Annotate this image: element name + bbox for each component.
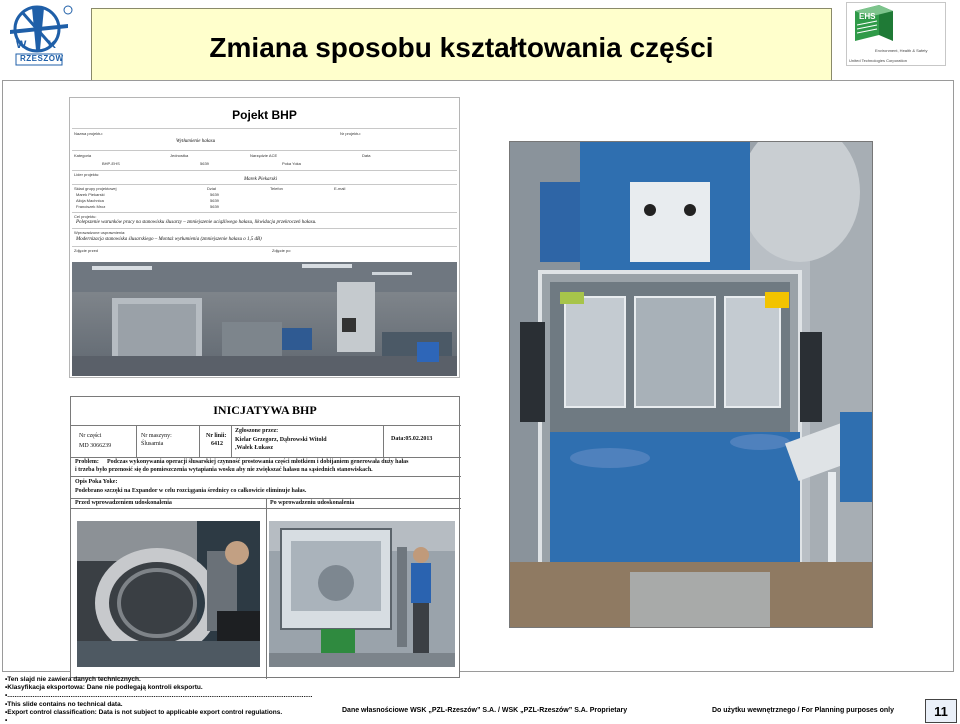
pokayoke-text: Podebrano szczęki na Expandor w celu rozciągania średnicy co całkowicie eliminuje hałas. [75, 488, 307, 494]
logo-right-line1: Environment, Health & Safety [875, 48, 928, 53]
doc1-label: Zdjęcie po [272, 248, 291, 253]
doc1-label: Telefon [270, 186, 283, 191]
workshop-photo [72, 262, 457, 376]
before-label: Przed wprowadzeniem udoskonalenia [75, 500, 172, 506]
reported-by-label: Zgłoszone przez: [235, 428, 279, 434]
doc1-row-name [72, 128, 457, 150]
team-member: Franciszek Mroz [76, 204, 106, 209]
doc1-label: Jednostka [170, 153, 189, 158]
doc1-label: Zdjęcie przed [74, 248, 99, 253]
doc1-label: Data [362, 153, 371, 158]
reported-by-value: ,Wałek Łukasz [235, 445, 274, 451]
doc1-label: Nazwa projektu: [74, 131, 103, 136]
footer-internal: Do użytku wewnętrznego / For Planning purposes only [712, 707, 895, 714]
doc1-label: Skład grupy projektowej [74, 186, 117, 191]
svg-text:EHS: EHS [859, 12, 876, 21]
doc1-label: E-mail [334, 186, 346, 191]
footer-note: •This slide contains no technical data. [5, 700, 123, 708]
wsk-logo [2, 2, 76, 66]
footer-note: • [5, 717, 8, 724]
logo-left-text: RZESZÓW [20, 54, 64, 63]
title-box [91, 8, 832, 88]
inicjatywa-bhp-document [70, 396, 460, 678]
doc1-row-team [72, 184, 457, 212]
team-dept: 5639 [210, 204, 219, 209]
problem-label: Problem: [75, 459, 99, 465]
ehs-logo [846, 2, 946, 66]
doc1-row-category [72, 150, 457, 170]
before-photo [77, 521, 260, 667]
press-machine-photo [509, 141, 873, 628]
doc1-value: Polepszenie warunków pracy na stanowisku ślusarzy – zmniejszenie uciążliwego hałasu, likwidacja przekroczeń hałasu. [76, 220, 317, 225]
doc1-label: Nr projektu: [340, 131, 361, 136]
doc1-value: Marek Piekarski [244, 177, 277, 182]
project-bhp-document [69, 97, 460, 378]
footer-note: •......................................................................................................................................................................... [5, 692, 313, 700]
doc1-label: Narzędzie ACE [250, 153, 278, 158]
doc1-value: Modernizacja stanowiska ślusarskiego – Montaż wytłumienia (zmniejszenie hałasu o 1,5 dB) [76, 237, 262, 242]
line-number-label: Nr linii: [206, 433, 227, 439]
footer-note: •Export control classification: Data is not subject to applicable export control regulations. [5, 708, 283, 716]
problem-text: i trzeba było przenosić się do pomieszczenia wytapiania wosku aby nie zwiększać hałasu na sąsiednich stanowiskach. [75, 467, 373, 473]
team-dept: 5639 [210, 192, 219, 197]
doc1-label: Wprowadzone usprawnienia: [74, 230, 126, 235]
doc1-row-photos [72, 246, 457, 260]
footer-notes [5, 676, 335, 724]
team-member: Marek Piekarski [76, 192, 105, 197]
part-number-value: MD 3066239 [79, 443, 112, 449]
reported-by-value: Kielar Grzegorz, Dąbrowski Witold [235, 437, 327, 443]
machine-number-value: Ślusarnia [141, 441, 164, 447]
doc1-label: Lider projektu: [74, 172, 100, 177]
doc1-label: Dział [207, 186, 216, 191]
doc1-value: BHP-EHS [102, 161, 120, 166]
pokayoke-label: Opis Poka Yoke: [75, 479, 118, 485]
doc1-title: Pojekt BHP [232, 108, 297, 122]
doc1-label: Cel projektu: [74, 214, 97, 219]
doc1-value: Wytłumienie hałasu [176, 139, 216, 144]
team-member: Alicja Machnica [76, 198, 104, 203]
doc1-value: 5639 [200, 161, 209, 166]
part-number-label: Nr części [79, 433, 102, 439]
doc1-row-improvements [72, 228, 457, 246]
page-number: 11 [925, 699, 957, 723]
logo-right-line2: United Technologies Corporation [849, 58, 907, 63]
line-number-value: 6412 [211, 441, 223, 447]
after-label: Po wprowadzeniu udoskonalenia [270, 500, 355, 506]
page-title: Zmiana sposobu kształtowania części [209, 32, 714, 63]
ehs-logo-icon [847, 3, 945, 43]
doc1-row-leader [72, 170, 457, 184]
press-machine-image [510, 142, 873, 628]
doc1-value: Poka Yoka [282, 161, 301, 166]
before-photo-image [77, 521, 260, 667]
footer-note: •Ten slajd nie zawiera danych technicznych. [5, 676, 141, 683]
svg-text:K: K [48, 39, 56, 51]
problem-text: Podczas wykonywania operacji ślusarskiej czynność prostowania części młotkiem i dobijaniem generowała duży hałas [107, 459, 409, 465]
footer-note: •Klasyfikacja eksportowa: Dane nie podlegają kontroli eksportu. [5, 684, 203, 692]
after-photo [269, 521, 455, 667]
doc1-row-goal [72, 212, 457, 228]
doc1-label: Kategoria [74, 153, 92, 158]
after-photo-image [269, 521, 455, 667]
machine-number-label: Nr maszyny: [141, 433, 172, 439]
team-dept: 5639 [210, 198, 219, 203]
date-label: Data:05.02.2013 [391, 436, 433, 442]
doc2-title: INICJATYWA BHP [213, 403, 317, 417]
svg-text:W: W [16, 39, 27, 51]
workshop-photo-image [72, 262, 457, 376]
footer-owner: Dane własnościowe WSK „PZL-Rzeszów” S.A. / WSK „PZL-Rzeszów” S.A. Proprietary [342, 707, 628, 714]
